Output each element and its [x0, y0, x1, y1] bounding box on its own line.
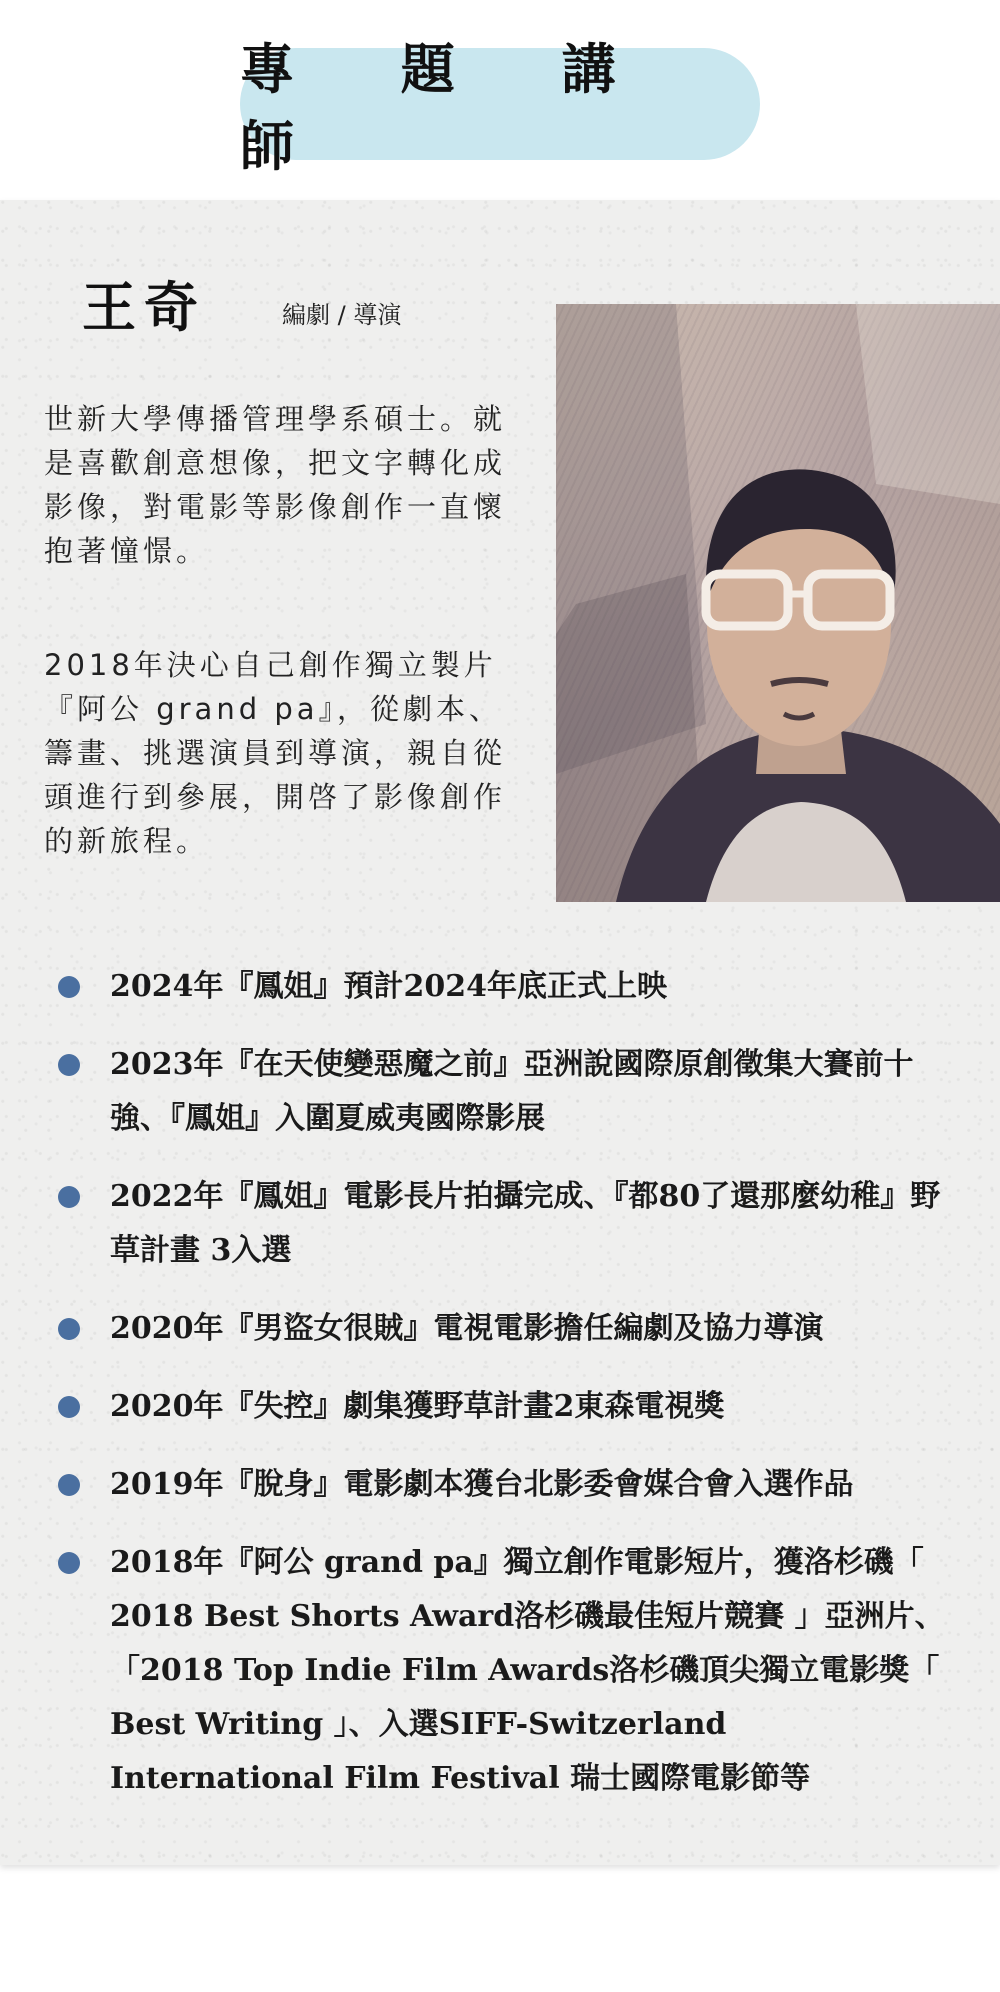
list-item: 2024年『鳳姐』預計2024年底正式上映	[56, 960, 956, 1014]
list-item: 2020年『失控』劇集獲野草計畫2東森電視獎	[56, 1380, 956, 1434]
bio-paragraph: 2018年決心自己創作獨立製片『阿公 grand pa』，從劇本、籌畫、挑選演員到導演，親自從頭進行到參展，開啓了影像創作的新旅程。	[44, 648, 507, 858]
portrait-photo	[556, 304, 1000, 902]
portrait-illustration	[556, 304, 1000, 902]
speaker-name: 王奇	[82, 276, 206, 339]
list-item: 2018年『阿公 grand pa』獨立創作電影短片，獲洛杉磯「 2018 Best Shorts Award洛杉磯最佳短片競賽 」亞洲片、「2018 Top Indie Film Awards洛杉磯頂尖獨立電影獎「 Best Writing 」、入選SIFF-Switzerland International Film Festival 瑞士國際電影節等	[56, 1536, 956, 1806]
header	[0, 0, 1000, 200]
list-item: 2022年『鳳姐』電影長片拍攝完成、『都80了還那麼幼稚』野草計畫 3入選	[56, 1170, 956, 1278]
bullet-icon	[58, 1474, 80, 1496]
achievement-list	[56, 960, 956, 1830]
list-item: 2023年『在天使變惡魔之前』亞洲說國際原創徵集大賽前十強、『鳳姐』入圍夏威夷國際影展	[56, 1038, 956, 1146]
bullet-icon	[58, 1186, 80, 1208]
list-item: 2020年『男盜女很賊』電視電影擔任編劇及協力導演	[56, 1302, 956, 1356]
bullet-icon	[58, 1318, 80, 1340]
bullet-icon	[58, 1054, 80, 1076]
page-title: 專 題 講 師	[240, 38, 660, 178]
speaker-role: 編劇 / 導演	[282, 301, 402, 329]
title-pill	[240, 38, 760, 178]
bullet-icon	[58, 976, 80, 998]
bio-paragraph: 世新大學傳播管理學系碩士。就是喜歡創意想像，把文字轉化成影像，對電影等影像創作一直懷抱著憧憬。	[44, 402, 507, 568]
list-item: 2019年『脫身』電影劇本獲台北影委會媒合會入選作品	[56, 1458, 956, 1512]
bullet-icon	[58, 1396, 80, 1418]
bullet-icon	[58, 1552, 80, 1574]
